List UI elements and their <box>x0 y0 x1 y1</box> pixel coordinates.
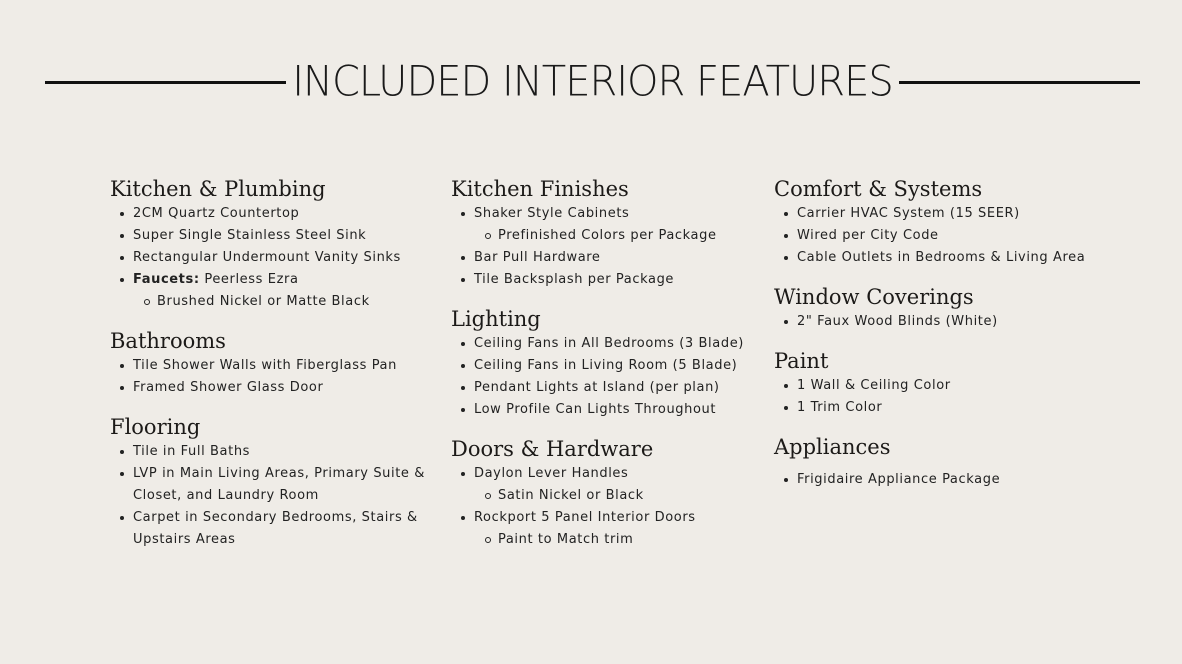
list-item: Super Single Stainless Steel Sink <box>110 225 440 247</box>
feature-list <box>451 203 771 291</box>
section-appliances <box>774 433 1174 491</box>
section-lighting <box>451 305 771 421</box>
section-bathrooms <box>110 327 440 399</box>
list-subitem: Satin Nickel or Black <box>451 485 771 507</box>
section-paint <box>774 347 1174 419</box>
list-item-bold-label: Faucets: <box>133 272 200 287</box>
feature-list <box>774 203 1174 269</box>
list-item: Bar Pull Hardware <box>451 247 771 269</box>
section-comfort-systems <box>774 175 1174 269</box>
list-item: Rockport 5 Panel Interior Doors <box>451 507 771 529</box>
list-item: Wired per City Code <box>774 225 1174 247</box>
list-item: Carrier HVAC System (15 SEER) <box>774 203 1174 225</box>
list-item: 1 Wall & Ceiling Color <box>774 375 1174 397</box>
list-item: LVP in Main Living Areas, Primary Suite & Closet, and Laundry Room <box>110 463 440 507</box>
right-rule <box>899 81 1140 84</box>
list-item: 2" Faux Wood Blinds (White) <box>774 311 1174 333</box>
section-heading: Appliances <box>774 435 891 459</box>
list-subitem: Paint to Match trim <box>451 529 771 551</box>
list-subitem: Brushed Nickel or Matte Black <box>110 291 440 313</box>
feature-list <box>774 375 1174 419</box>
list-item: Shaker Style Cabinets <box>451 203 771 225</box>
section-window-coverings <box>774 283 1174 333</box>
section-doors-hardware <box>451 435 771 551</box>
column-3 <box>774 175 1174 505</box>
list-item: 1 Trim Color <box>774 397 1174 419</box>
feature-list <box>110 355 440 399</box>
feature-list <box>110 203 440 313</box>
feature-list <box>774 311 1174 333</box>
list-item: Ceiling Fans in Living Room (5 Blade) <box>451 355 771 377</box>
feature-list <box>110 441 440 551</box>
feature-list <box>451 333 771 421</box>
page-title: INCLUDED INTERIOR FEATURES <box>292 57 893 107</box>
feature-list <box>451 463 771 551</box>
column-2 <box>451 175 771 565</box>
section-kitchen-plumbing <box>110 175 440 313</box>
list-item: Tile Shower Walls with Fiberglass Pan <box>110 355 440 377</box>
section-heading: Kitchen & Plumbing <box>110 177 326 201</box>
section-heading: Kitchen Finishes <box>451 177 629 201</box>
section-heading: Lighting <box>451 307 541 331</box>
list-item <box>110 269 440 291</box>
list-item: Pendant Lights at Island (per plan) <box>451 377 771 399</box>
feature-list <box>774 469 1174 491</box>
section-heading: Flooring <box>110 415 201 439</box>
section-heading: Window Coverings <box>774 285 974 309</box>
section-heading: Doors & Hardware <box>451 437 654 461</box>
list-item: Framed Shower Glass Door <box>110 377 440 399</box>
section-heading: Comfort & Systems <box>774 177 983 201</box>
list-item: Ceiling Fans in All Bedrooms (3 Blade) <box>451 333 771 355</box>
list-item: Cable Outlets in Bedrooms & Living Area <box>774 247 1174 269</box>
list-subitem: Prefinished Colors per Package <box>451 225 771 247</box>
section-kitchen-finishes <box>451 175 771 291</box>
list-item: Daylon Lever Handles <box>451 463 771 485</box>
list-item: Tile in Full Baths <box>110 441 440 463</box>
list-item: Frigidaire Appliance Package <box>774 469 1174 491</box>
list-item-text: Peerless Ezra <box>199 272 299 287</box>
column-1 <box>110 175 440 565</box>
section-heading: Paint <box>774 349 829 373</box>
list-item: Tile Backsplash per Package <box>451 269 771 291</box>
title-row <box>45 52 1140 112</box>
list-item: Low Profile Can Lights Throughout <box>451 399 771 421</box>
section-heading: Bathrooms <box>110 329 226 353</box>
list-item: Rectangular Undermount Vanity Sinks <box>110 247 440 269</box>
list-item: 2CM Quartz Countertop <box>110 203 440 225</box>
section-flooring <box>110 413 440 551</box>
left-rule <box>45 81 286 84</box>
list-item: Carpet in Secondary Bedrooms, Stairs & Upstairs Areas <box>110 507 440 551</box>
